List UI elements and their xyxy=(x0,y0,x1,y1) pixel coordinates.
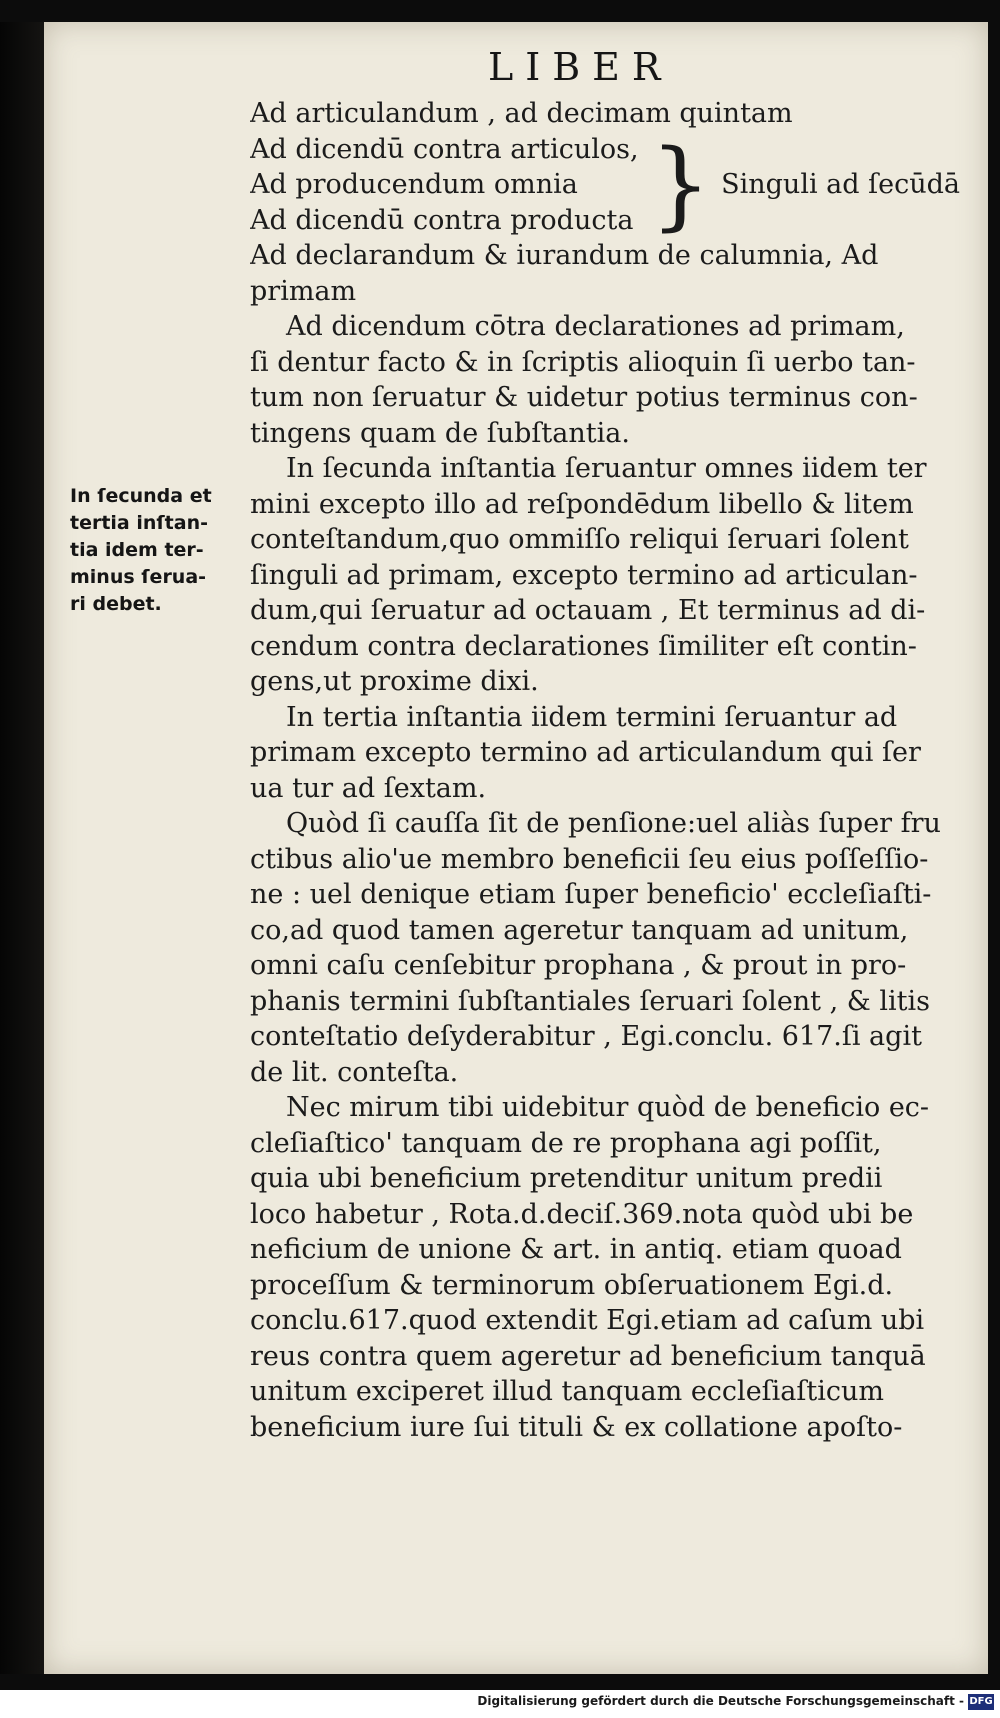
text-line: neficium de unione & art. in antiq. etiam quoad xyxy=(250,1234,902,1265)
text-line: loco habetur , Rota.d.deciſ.369.nota quòd ubi be xyxy=(250,1198,914,1230)
text-line: reus contra quem ageretur ad beneficium tanquā xyxy=(250,1340,926,1372)
text-line: ua tur ad ſextam. xyxy=(250,772,487,804)
text-line: conteſtatio deſyderabitur , Egi.conclu. 617.ſi agit xyxy=(250,1021,922,1052)
footer-bar xyxy=(0,1690,1000,1718)
text-line: Quòd ſi cauſſa ſit de penſione:uel aliàs ſuper fru xyxy=(286,808,941,839)
text-line: Ad dicendum cōtra declarationes ad primam, xyxy=(286,311,905,342)
text-line: In ſecunda inſtantia ſeruantur omnes iidem ter xyxy=(286,453,927,484)
brace-group-lines xyxy=(250,132,646,239)
text-line: co,ad quod tamen ageretur tanquam ad unitum, xyxy=(250,914,909,946)
text-line: tum non ſeruatur & uidetur potius terminus con- xyxy=(250,382,918,413)
text-line: beneficium iure ſui tituli & ex collatione apoſto- xyxy=(250,1411,903,1443)
text-line: ctibus alio'ue membro beneficii ſeu eius poſſeſſio- xyxy=(250,843,929,875)
text-line: phanis termini ſubſtantiales ſeruari ſolent , & litis xyxy=(250,985,931,1017)
text-line: ne : uel denique etiam ſuper beneficio' eccleſiaſti- xyxy=(250,879,932,910)
text-line: cleſiaſtico' tanquam de re prophana agi poſſit, xyxy=(250,1127,882,1159)
text-line: conclu.617.quod extendit Egi.etiam ad caſum ubi xyxy=(250,1305,925,1336)
text-line: Ad dicendū contra producta xyxy=(250,204,634,236)
text-line: conteſtandum,quo ommiſſo reliqui ſeruari ſolent xyxy=(250,524,909,555)
text-line: ſi dentur facto & in ſcriptis alioquin ſi uerbo tan- xyxy=(250,346,916,378)
text-line: gens,ut proxime dixi. xyxy=(250,666,539,697)
text-line: dum,qui ſeruatur ad octauam , Et terminus ad di- xyxy=(250,595,926,626)
text-line: Nec mirum tibi uidebitur quòd de beneficio ec- xyxy=(286,1092,930,1123)
text-line: Ad declarandum & iurandum de calumnia, Ad xyxy=(250,240,879,271)
text-line: primam excepto termino ad articulandum qui ſer xyxy=(250,737,921,768)
marginal-note xyxy=(70,483,240,618)
marginal-note-line: ri debet. xyxy=(70,593,162,615)
text-line: Ad producendum omnia xyxy=(250,169,578,200)
marginal-note-line: In ſecunda et xyxy=(70,485,212,507)
main-text-block xyxy=(250,96,960,1445)
text-line: unitum exciperet illud tanquam eccleſiaſticum xyxy=(250,1376,884,1407)
text-line: mini excepto illo ad reſpondēdum libello & litem xyxy=(250,488,914,520)
text-line: primam xyxy=(250,275,357,307)
brace-group xyxy=(250,128,960,241)
text-line: Ad articulandum , ad decimam quintam xyxy=(250,98,793,129)
text-line: cendum contra declarationes ſimiliter eſt contin- xyxy=(250,630,917,662)
funding-credit: Digitalisierung gefördert durch die Deutsche Forschungsgemeinschaft - xyxy=(477,1694,964,1708)
text-line: Ad dicendū contra articulos, xyxy=(250,133,639,165)
scan-left-edge xyxy=(0,22,44,1674)
brace-group-label: Singuli ad ſecūdā xyxy=(721,169,960,200)
dfg-logo: DFG xyxy=(968,1694,994,1710)
running-header: LIBER xyxy=(488,45,673,89)
text-line: quia ubi beneficium pretenditur unitum predii xyxy=(250,1163,883,1194)
marginal-note-line: minus ſerua- xyxy=(70,566,207,588)
text-line: In tertia inſtantia iidem termini ſeruantur ad xyxy=(286,701,898,733)
marginal-note-line: tertia inſtan- xyxy=(70,512,208,534)
text-line: tingens quam de ſubſtantia. xyxy=(250,417,630,449)
marginal-note-line: tia idem ter- xyxy=(70,539,204,561)
text-line: proceſſum & terminorum obſeruationem Egi.d. xyxy=(250,1269,894,1301)
text-line: ſinguli ad primam, excepto termino ad articulan- xyxy=(250,559,918,591)
text-line: de lit. conteſta. xyxy=(250,1056,459,1088)
curly-brace-icon: } xyxy=(650,128,712,241)
text-line: omni caſu cenſebitur prophana , & prout in pro- xyxy=(250,950,907,981)
